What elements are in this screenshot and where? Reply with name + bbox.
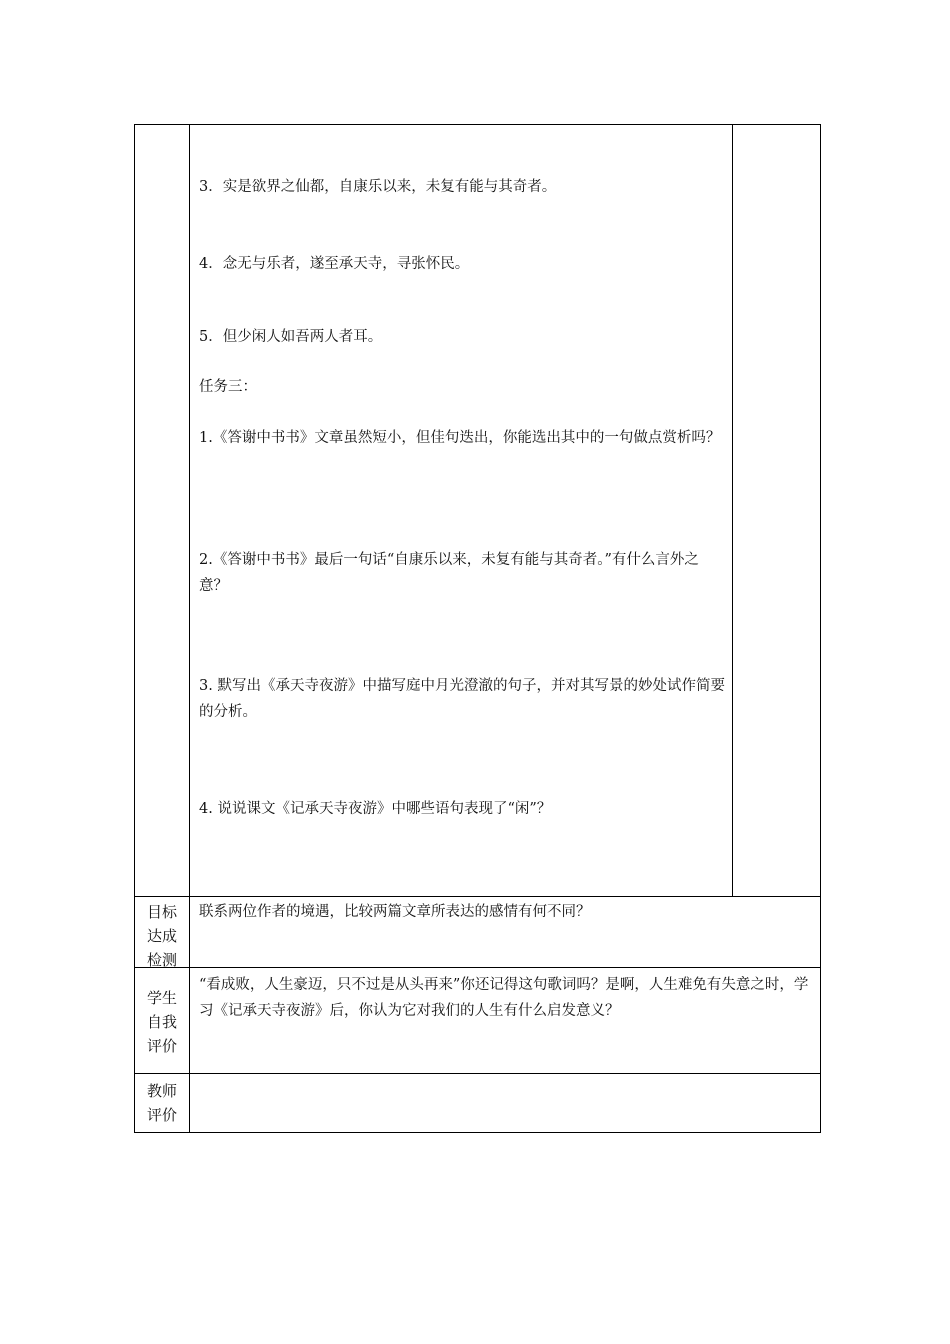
row-divider-self-eval (134, 967, 821, 968)
task-item-4: 4．念无与乐者，遂至承天寺，寻张怀民。 (199, 256, 470, 272)
row-divider-teacher-eval (134, 1073, 821, 1074)
self-eval-label: 学生 自我 评价 (146, 989, 177, 1055)
goal-label: 目标 达成 检测 (146, 903, 177, 969)
task-item-5: 5．但少闲人如吾两人者耳。 (199, 329, 383, 345)
goal-content: 联系两位作者的境遇，比较两篇文章所表达的感情有何不同？ (199, 904, 591, 920)
question-3: 3. 默写出《承天寺夜游》中描写庭中月光澄澈的句子，并对其写景的妙处试作简要的分析。 (199, 678, 725, 720)
question-1: 1.《答谢中书书》文章虽然短小，但佳句迭出，你能选出其中的一句做点赏析吗？ (199, 430, 721, 446)
table-border-left (134, 124, 135, 1133)
self-eval-content: “看成败，人生豪迈，只不过是从头再来”你还记得这句歌词吗？是啊，人生难免有失意之时，学习《记承天寺夜游》后，你认为它对我们的人生有什么启发意义？ (199, 977, 809, 1019)
table-border-bottom (134, 1132, 821, 1133)
table-border-top (134, 124, 821, 125)
row-divider-goal (134, 896, 821, 897)
label-column-divider (189, 124, 190, 1133)
teacher-eval-label: 教师 评价 (146, 1082, 177, 1124)
task3-heading: 任务三： (199, 379, 257, 395)
table-border-right (820, 124, 821, 1133)
inner-column-divider (732, 124, 733, 897)
task-item-3: 3．实是欲界之仙都，自康乐以来，未复有能与其奇者。 (199, 179, 557, 195)
question-2: 2.《答谢中书书》最后一句话“自康乐以来，未复有能与其奇者。”有什么言外之意？ (199, 552, 699, 594)
question-4: 4. 说说课文《记承天寺夜游》中哪些语句表现了“闲”？ (199, 801, 552, 817)
